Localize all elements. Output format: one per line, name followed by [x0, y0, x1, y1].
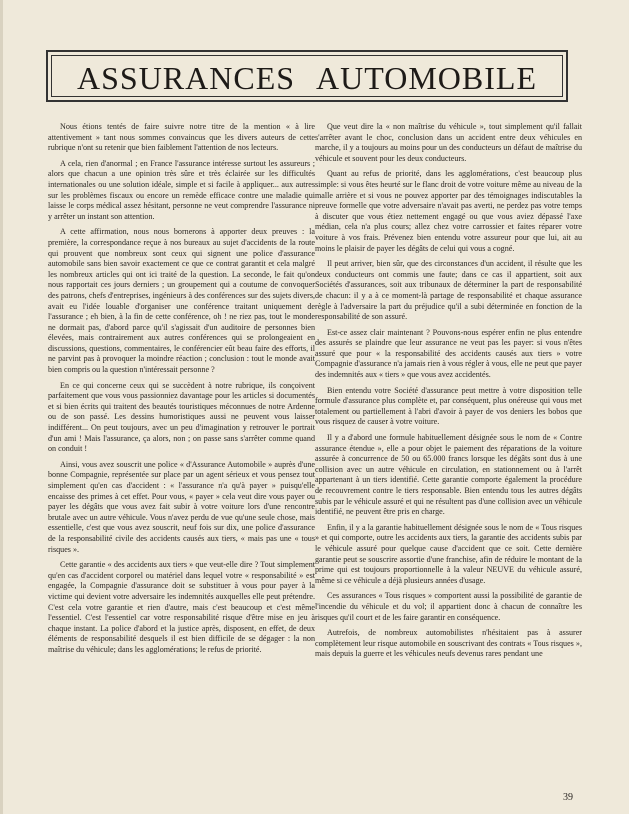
paragraph: Cette garantie « des accidents aux tiers » que veut-elle dire ? Tout simplement qu'en cas d'accident corporel ou matériel dans lequel votre « responsabilité » est engagée, la Compagnie d'assurance doit se substituer à vous pour payer à la victime qui devient votre adversaire les indemnités auxquelles elle peut prétendre. C'est cela votre garantie et rien d'autre, mais c'est beaucoup et c'est même l'essentiel. C'est l'essentiel car votre responsabilité risque d'être mise en jeu à chaque instant. La police d'abord et la justice après, disposent, en effet, de deux éléments de responsabilité desquels il est bien difficile de se dégager : la non maîtrise du véhicule; dans les agglomérations; le refus de priorité.: [48, 560, 315, 654]
paragraph: Ainsi, vous avez souscrit une police « d'Assurance Automobile » auprès d'une bonne Compagnie, représentée sur place par un agent sérieux et vous pensez tout simplement qu'en cas d'accident : « l'assurance n'a qu'à payer » puisqu'elle encaisse des primes à cet effet. Pour vous, « payer » cela veut dire vous payer ou payer les dégâts que vous avez fait subir à votre voiture lors d'une rencontre brutale avec un autre véhicule. Vous n'avez perdu de vue qu'une seule chose, mais essentielle, c'est que vous avez souscrit, neuf fois sur dix, une police d'assurance de la responsabilité civile des accidents causés aux tiers, « mais pas une « tous risques ».: [48, 459, 315, 554]
page-number: 39: [563, 792, 573, 803]
paragraph: Enfin, il y a la garantie habituellement désignée sous le nom de « Tous risques » et qui comporte, outre les accidents aux tiers, la garantie des accidents subis par le véhicule assuré pour quelque cause d'accident que ce soit. Cette dernière garantie peut se souscrire assortie d'une franchise, afin de réduire le montant de la prime qui est toujours proportionnelle à la valeur NEUVE du véhicule assuré, même si ce véhicule a déjà plusieurs années d'usage.: [315, 522, 582, 585]
article-title: [48, 60, 566, 97]
title-word-1: ASSURANCES: [76, 60, 296, 96]
paragraph: Il y a d'abord une formule habituellement désignée sous le nom de « Contre assurance étendue », elle a pour objet le paiement des réparations de la voiture assurée à concurrence de 50 ou 65.000 francs lorsque les dégâts sont dus à une collision avec un autre véhicule en circulation, en stationnement ou à l'arrêt appartenant à un tiers identifié. Cette garantie comporte également la procédure de recouvrement contre le tiers responsable. Bien entendu tous les autres dégâts subis par le véhicule assuré et qui ne résultent pas d'une collision avec un véhicule identifié, ne peuvent être pris en charge.: [315, 433, 582, 517]
paragraph: Est-ce assez clair maintenant ? Pouvons-nous espérer enfin ne plus entendre des assurés se plaindre que leur assurance ne veut pas les payer: si vous n'êtes assuré que pour « la responsabilité des accidents causés aux tiers » votre Compagnie d'assurance n'a jamais rien à vous régler à vous, elle ne peut que payer des indemnités aux « tiers » que vous avez accidentés.: [315, 327, 582, 380]
paragraph: A cette affirmation, nous nous bornerons à apporter deux preuves : la première, la correspondance reçue à nos bureaux au sujet d'accidents de la route qui prouvent que nombreux sont ceux qui signent une police d'assurance automobile sans bien savoir exactement ce que ce contrat garantit et cela malgré les nombreux articles qui ont ici traité de la question. La seconde, le fait qu'on nous rapportait ces jours derniers ; un groupement qui a coutume de convoquer des patrons, chefs d'entreprises, ingénieurs à des conférences sur des sujets divers, avait eu l'idée louable d'organiser une conférence traitant uniquement de l'assurance ; eh bien, à la fin de cette conférence, oh ! ne riez pas, tout le monde ne dormait pas, d'abord parce qu'il s'agissait d'un auditoire de personnes bien élevées, mais contrairement aux autres conférences qui se prolongeaient en discussions, questions, commentaires, le conférencier eût beau faire des efforts, il ne parvint pas à provoquer la moindre réaction ; conclusion : tout le monde avait bien compris ou la question n'intéressait personne ?: [48, 227, 315, 375]
paragraph: A cela, rien d'anormal ; en France l'assurance intéresse surtout les assureurs ; alors que chacun a une opinion très sûre et très éclairée sur les difficultés internationales ou une solution idéale, simple et si facile à appliquer... aux autres sur les problèmes fiscaux ou encore un remède efficace contre une maladie qui laisse le corps médical assez hésitant, personne ne veut comprendre l'assurance ni y arrêter un instant son attention.: [48, 158, 315, 221]
title-frame: [46, 50, 568, 102]
paragraph: Autrefois, de nombreux automobilistes n'hésitaient pas à assurer complètement leur risque automobile en souscrivant des contrats « Tous risques », mais depuis la guerre et les véhicules neufs devenus rares pendant une: [315, 628, 582, 659]
paragraph: Nous étions tentés de faire suivre notre titre de la mention « à lire attentivement » tant nous sommes convaincus que les divers auteurs de cette rubrique n'ont su retenir que bien faiblement l'attention de nos lecteurs.: [48, 122, 315, 153]
paragraph: Ces assurances « Tous risques » comportent aussi la possibilité de garantie de l'incendie du véhicule et du vol; il appartient donc à chacun de connaître les risques qu'il court et de les faire garantir en conséquence.: [315, 591, 582, 622]
paragraph: Quant au refus de priorité, dans les agglomérations, c'est beaucoup plus simple: si vous êtes heurté sur le flanc droit de votre voiture même au niveau de la malle arrière et si vous ne pouvez apporter par des témoignages indiscutables la preuve formelle que votre adversaire n'avait pas averti, ne perdez pas votre temps à discuter que vous étiez nettement engagé ou que vous aviez dépassé l'axe médian, cela n'a plus cours; allez chez votre carrossier et faites réparer votre voiture à vos frais. Prévenez bien entendu votre assureur pour que lui, ait au moins le plaisir de payer les dégâts de celui qui vous a cogné.: [315, 169, 582, 253]
right-column: [315, 122, 582, 665]
left-column: [48, 122, 315, 661]
title-word-2: AUTOMOBILE: [316, 60, 537, 96]
paragraph: En ce qui concerne ceux qui se succèdent à notre rubrique, ils conçoivent parfaitement que vous vous passionniez davantage pour les articles si documentés et si bien écrits qui traitent des beautés touristiques méconnues de notre Ardenne ou de son passé. Les dessins humoristiques aussi ne peuvent vous laisser indifférent... On peut toujours, avec un peu d'imagination y retrouver le portrait d'un ami ! Mais l'assurance, ça alors, non ; on passe sans s'arrêter comme quand on conduit !: [48, 380, 315, 454]
paragraph: Que veut dire la « non maîtrise du véhicule », tout simplement qu'il fallait s'arrêter avant le choc, conclusion dans un accident entre deux véhicules en marche, il y a toujours au moins pour un des conducteurs un défaut de maîtrise du véhicule et souvent pour les deux conducteurs.: [315, 122, 582, 163]
paragraph: Il peut arriver, bien sûr, que des circonstances d'un accident, il résulte que les deux conducteurs ont commis une faute; dans ce cas il appartient, soit aux Sociétés d'assurances, soit aux tribunaux de déterminer la part de responsabilité de chacun: il y a à ce moment-là partage de responsabilité et chaque assurance règle à l'adversaire la part du préjudice qu'il a subi déterminée en fonction de la responsabilité de son assuré.: [315, 259, 582, 322]
paragraph: Bien entendu votre Société d'assurance peut mettre à votre disposition telle formule d'assurance plus complète et, par conséquent, plus onéreuse qui vous met totalement ou partiellement à l'abri d'avoir à payer de vos deniers les bobos que vous risquez de causer à votre voiture.: [315, 385, 582, 427]
